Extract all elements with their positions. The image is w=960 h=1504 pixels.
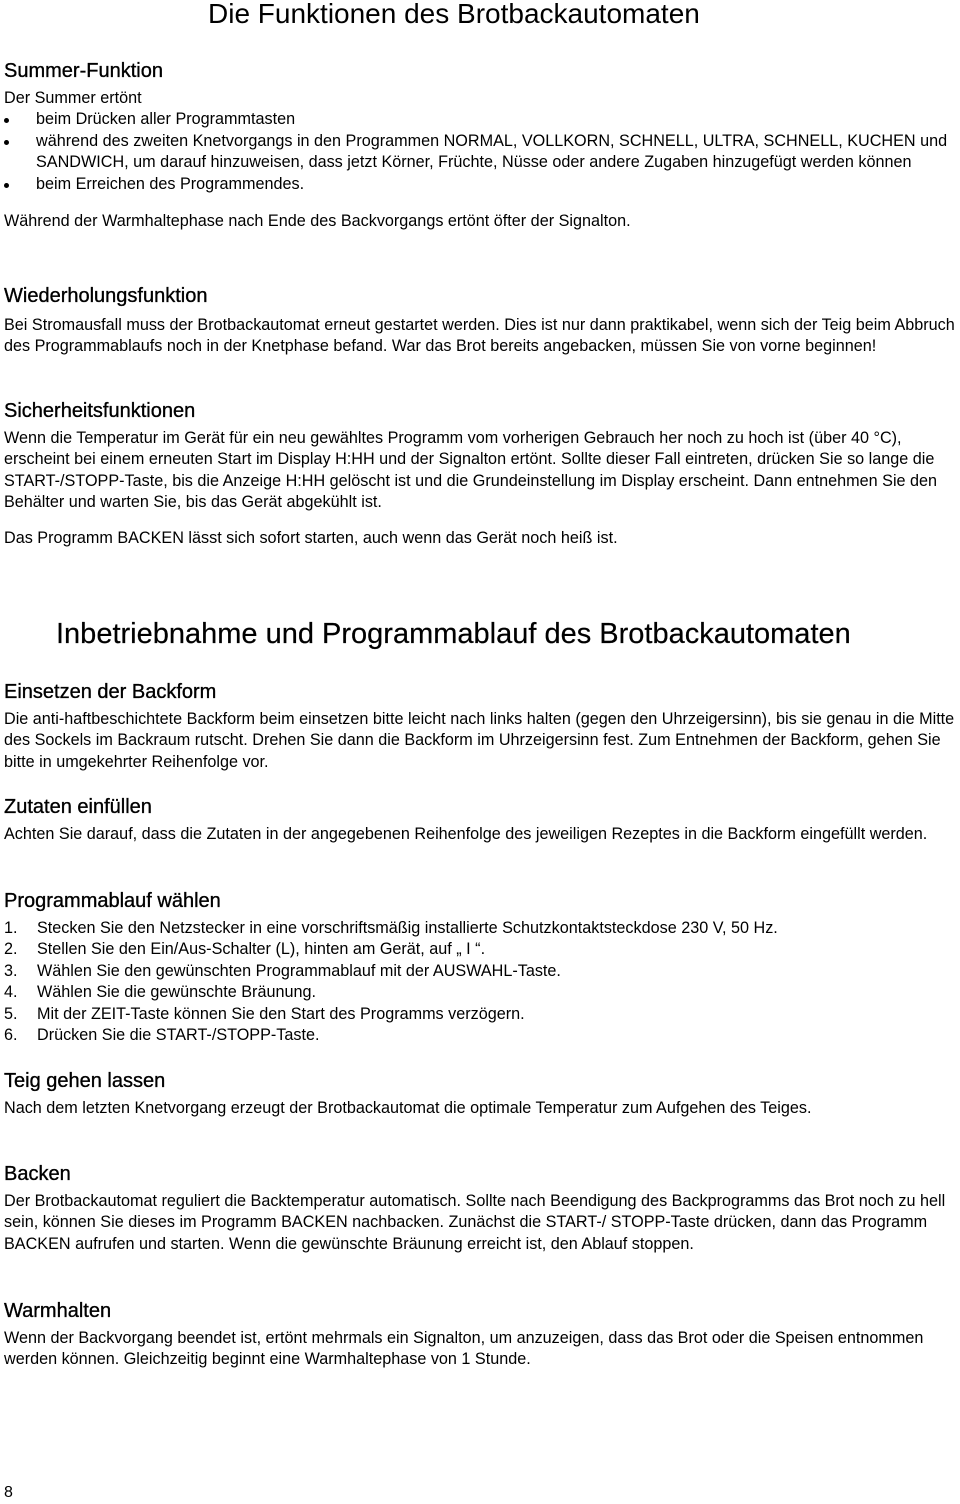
summer-bullet-list <box>4 109 956 195</box>
list-item-text: beim Drücken aller Programmtasten <box>36 110 296 129</box>
step-number: 5. <box>4 1004 18 1023</box>
paragraph: Die anti-haftbeschichtete Backform beim einsetzen bitte leicht nach links halten (gegen den Uhrzeigersinn), bis sie genau in die Mitte des Sockels im Backraum rutscht. Drehen Sie dann die Backform im Uhrzeigersinn fest. Zum Entnehmen der Backform, gehen Sie bitte in umgekehrter Reihenfolge vor. <box>4 710 955 771</box>
paragraph: Achten Sie darauf, dass die Zutaten in der angegebenen Reihenfolge des jeweiligen Rezeptes in die Backform eingefüllt werden. <box>4 825 928 843</box>
section-heading: Backen <box>4 1163 71 1185</box>
section-wiederholungsfunktion <box>4 284 956 358</box>
step-text: Wählen Sie die gewünschte Bräunung. <box>37 983 316 1002</box>
bullet-icon <box>4 118 9 123</box>
section-zutaten-einfuellen <box>4 795 956 845</box>
list-item <box>4 918 956 939</box>
section-heading: Einsetzen der Backform <box>4 681 217 703</box>
summer-intro: Der Summer ertönt <box>4 89 142 107</box>
paragraph: Nach dem letzten Knetvorgang erzeugt der Brotbackautomat die optimale Temperatur zum Aufgehen des Teiges. <box>4 1099 812 1117</box>
step-number: 2. <box>4 940 18 959</box>
section-heading: Sicherheitsfunktionen <box>4 400 196 422</box>
section-heading: Warmhalten <box>4 1300 112 1322</box>
section-programmablauf-waehlen <box>4 889 956 1046</box>
section-heading: Programmablauf wählen <box>4 890 221 912</box>
paragraph: Das Programm BACKEN lässt sich sofort starten, auch wenn das Gerät noch heiß ist. <box>4 528 618 547</box>
page-title: Die Funktionen des Brotbackautomaten <box>208 0 700 29</box>
list-item <box>4 1004 956 1025</box>
section-heading: Wiederholungsfunktion <box>4 285 208 307</box>
section-einsetzen-der-backform <box>4 680 956 773</box>
page-number: 8 <box>4 1484 13 1501</box>
paragraph: Wenn der Backvorgang beendet ist, ertönt mehrmals ein Signalton, um anzuzeigen, dass das Brot oder die Speisen entnommen werden können. Gleichzeitig beginnt eine Warmhaltephase von 1 Stunde. <box>4 1329 924 1369</box>
bullet-icon <box>4 183 9 188</box>
section-teig-gehen-lassen <box>4 1069 956 1119</box>
section-heading: Zutaten einfüllen <box>4 796 152 818</box>
step-text: Stellen Sie den Ein/Aus-Schalter (L), hinten am Gerät, auf „ I “. <box>37 940 486 959</box>
bullet-icon <box>4 140 9 145</box>
list-item <box>4 174 956 195</box>
main-title: Inbetriebnahme und Programmablauf des Brotbackautomaten <box>56 618 851 650</box>
list-item <box>4 131 956 174</box>
list-item-text: beim Erreichen des Programmendes. <box>36 174 305 193</box>
paragraph: Wenn die Temperatur im Gerät für ein neu gewähltes Programm vom vorherigen Gebrauch her noch zu hoch ist (über 40 °C), erscheint bei einem erneuten Start im Display H:HH und der Signalton ertönt. Sollte dieser Fall eintreten, drücken Sie so lange die START-/STOPP-Taste, bis die Anzeige H:HH gelöscht ist und die Grundeinstellung im Display erscheint. Dann entnehmen Sie den Behälter und warten Sie, bis das Gerät abgekühlt ist. <box>4 429 938 512</box>
step-number: 6. <box>4 1026 18 1045</box>
section-summer-funktion <box>4 59 956 232</box>
list-item-text: während des zweiten Knetvorgangs in den Programmen NORMAL, VOLLKORN, SCHNELL, ULTRA, SCHNELL, KUCHEN und SANDWICH, um darauf hinzuweisen, dass jetzt Körner, Früchte, Nüsse oder andere Zugaben hinzugefügt werden können <box>36 131 948 172</box>
list-item <box>4 109 956 130</box>
steps-list <box>4 918 956 1046</box>
step-text: Mit der ZEIT-Taste können Sie den Start des Programms verzögern. <box>37 1004 525 1023</box>
section-heading: Summer-Funktion <box>4 60 163 82</box>
section-warmhalten <box>4 1299 956 1371</box>
paragraph: Bei Stromausfall muss der Brotbackautomat erneut gestartet werden. Dies ist nur dann praktikabel, wenn sich der Teig beim Abbruch des Programmablaufs noch in der Knetphase befand. War das Brot bereits angebacken, müssen Sie von vorne beginnen! <box>4 316 955 356</box>
paragraph: Der Brotbackautomat reguliert die Backtemperatur automatisch. Sollte nach Beendigung des Backprogramms das Brot noch zu hell sein, können Sie dieses im Programm BACKEN nachbacken. Zunächst die START-/ STOPP-Taste drücken, dann das Programm BACKEN aufrufen und starten. Wenn die gewünschte Bräunung erreicht ist, den Ablauf stoppen. <box>4 1192 946 1253</box>
list-item <box>4 982 956 1003</box>
step-number: 3. <box>4 961 18 980</box>
list-item <box>4 1025 956 1046</box>
summer-note: Während der Warmhaltephase nach Ende des Backvorgangs ertönt öfter der Signalton. <box>4 212 631 231</box>
step-text: Drücken Sie die START-/STOPP-Taste. <box>37 1026 320 1045</box>
list-item <box>4 961 956 982</box>
list-item <box>4 939 956 960</box>
step-text: Wählen Sie den gewünschten Programmablauf mit der AUSWAHL-Taste. <box>37 961 561 980</box>
step-text: Stecken Sie den Netzstecker in eine vorschriftsmäßig installierte Schutzkontaktsteckdose 230 V, 50 Hz. <box>37 919 778 937</box>
section-heading: Teig gehen lassen <box>4 1070 166 1092</box>
step-number: 4. <box>4 983 18 1002</box>
section-backen <box>4 1162 956 1255</box>
section-sicherheitsfunktionen <box>4 399 956 549</box>
step-number: 1. <box>4 919 18 937</box>
